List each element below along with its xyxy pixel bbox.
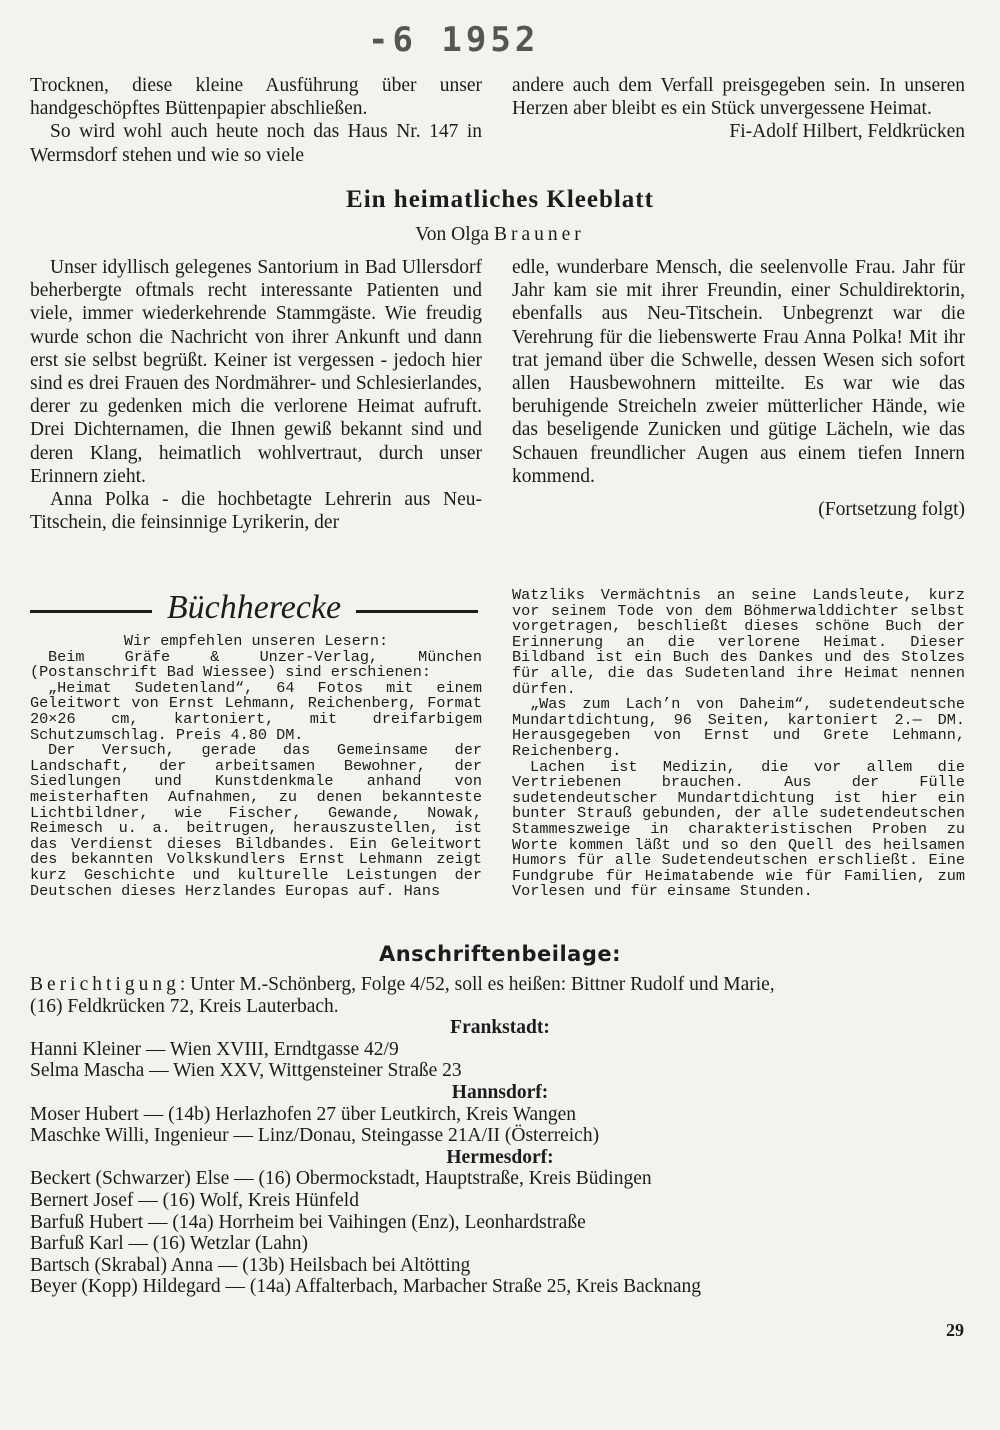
correction-line-2: (16) Feldkrücken 72, Kreis Lauterbach. — [30, 995, 339, 1017]
town-heading: Hannsdorf: — [451, 1081, 549, 1103]
address-entry: Beyer (Kopp) Hildegard — (14a) Affalterbach, Marbacher Straße 25, Kreis Backnang — [30, 1276, 702, 1298]
address-entry: Maschke Willi, Ingenieur — Linz/Donau, Steingasse 21A/II (Österreich) — [30, 1125, 600, 1147]
correction — [30, 974, 970, 996]
address-entry: Beckert (Schwarzer) Else — (16) Obermockstadt, Hauptstraße, Kreis Büdingen — [30, 1168, 652, 1190]
paragraph: So wird wohl auch heute noch das Haus Nr. 147 in Wermsdorf stehen und wie so viele — [30, 121, 482, 166]
article-title: Ein heimatliches Kleeblatt — [346, 186, 654, 213]
continued-note: (Fortsetzung folgt) — [818, 499, 965, 521]
books-intro: Wir empfehlen unseren Lesern: — [123, 632, 389, 650]
paragraph: Anna Polka - die hochbetagte Lehrerin aus Neu-Titschein, die feinsinnige Lyrikerin, der — [30, 489, 482, 534]
paragraph: Trocknen, diese kleine Ausführung über unser handgeschöpftes Büttenpapier abschließen. — [30, 75, 482, 120]
addresses-list — [30, 974, 970, 1298]
page-number: 29 — [946, 1320, 964, 1340]
paragraph: Unser idyllisch gelegenes Santorium in Bad Ullersdorf beherbergte oftmals recht interessante Patienten und viele, immer wiederkehrende Stammgäste. Wie freudig wurde schon die Nachricht von ihrer Ankunft und dann erst sie selbst begrüßt. Keiner ist vergessen - jedoch hier sind es drei Frauen des Nordmährer- und Schlesierlandes, derer zu gedenken mich die verlorene Heimat aufruft. Drei Dichternamen, die Ihnen gewiß bekannt sind und deren Klang, heimatlich wohlvertraut, durch unser Erinnern zieht. — [30, 257, 482, 487]
paragraph: Watzliks Vermächtnis an seine Landsleute, kurz vor seinem Tode von dem Böhmerwalddichter selbst vorgetragen, beschließt dieses schöne Buch der Erinnerung an die verlorene Heimat. Dieser Bildband ist ein Buch des Dankes und des Stolzes für alle, die das Sudetenland ihre Heimat nennen dürfen. — [512, 586, 965, 698]
paragraph: Beim Gräfe & Unzer-Verlag, München (Postanschrift Bad Wiessee) sind erschienen: — [30, 647, 482, 682]
rule-right — [356, 610, 478, 613]
address-entry: Barfuß Karl — (16) Wetzlar (Lahn) — [30, 1233, 308, 1255]
byline-author: Brauner — [493, 224, 585, 245]
top-left-column — [30, 74, 482, 167]
correction-label: Berichtigung — [30, 974, 180, 995]
addresses-title: Anschriftenbeilage: — [378, 942, 622, 966]
paragraph: andere auch dem Verfall preisgegeben sein. In unseren Herzen aber bleibt es ein Stück unvergessene Heimat. — [512, 75, 965, 120]
books-left-column — [30, 634, 482, 899]
book-corner-heading — [30, 588, 478, 628]
date-stamp: -6 1952 — [368, 20, 540, 60]
correction-text: : Unter M.-Schönberg, Folge 4/52, soll es heißen: Bittner Rudolf und Marie, — [179, 974, 775, 995]
byline — [0, 224, 1000, 246]
top-right-column — [512, 74, 965, 144]
paragraph: edle, wunderbare Mensch, die seelenvolle Frau. Jahr für Jahr kam sie mit ihrer Freundin, einer Schuldirektorin, ebenfalls aus Neu-Titschein. Unbegrenzt war die Verehrung für die liebenswerte Frau Anna Polka! Mit ihr trat jemand über die Schwelle, dessen Wesen sich sofort allen Hausbewohnern mitteilte. Es war wie das beruhigende Streicheln zweier mütterlicher Hände, wie das beseligende Zunicken und gütige Lächeln, wie das Schauen freundlicher Augen aus einem tiefen Innern kommend. — [512, 257, 965, 487]
address-entry: Bartsch (Skrabal) Anna — (13b) Heilsbach bei Altötting — [30, 1254, 471, 1276]
paragraph: Der Versuch, gerade das Gemeinsame der Landschaft, der arbeitsamen Bewohner, der Siedlungen und Kunstdenkmale anhand von meisterhaften Aufnahmen, zu denen bekannteste Lichtbildner, wie Fischer, Gewande, Nowak, Reimesch u. a. beitrugen, herauszustellen, ist das Verdienst dieses Bildbandes. Ein Geleitwort des bekannten Volkskundlers Ernst Lehmann zeigt kurz Geschichte und kulturelle Leistungen der Deutschen dieses Herzlandes Europas auf. Hans — [30, 741, 482, 900]
books-right-column — [512, 588, 965, 900]
byline-prefix: Von Olga — [415, 224, 490, 245]
paragraph: Lachen ist Medizin, die vor allem die Vertriebenen brauchen. Aus der Fülle sudetendeutscher Mundartdichtung ist hier ein bunter Strauß gebunden, der alle sudetendeutschen Stammeszweige in charakteristischen Proben zu Worte kommen läßt und so den Quell des heilsamen Humors für alle Sudetendeutschen erschließt. Eine Fundgrube für Heimatabende wie für Familien, zum Vorlesen und für einsame Stunden. — [512, 757, 965, 901]
signature: Fi-Adolf Hilbert, Feldkrücken — [729, 121, 965, 143]
town-heading: Frankstadt: — [450, 1017, 550, 1039]
address-entry: Selma Mascha — Wien XXV, Wittgensteiner Straße 23 — [30, 1060, 462, 1082]
town-heading: Hermesdorf: — [446, 1146, 554, 1168]
paragraph: „Was zum Lach’n von Daheim“, sudetendeutsche Mundartdichtung, 96 Seiten, kartoniert 2.— DM. Herausgegeben von Ernst und Grete Lehmann, Reichenberg. — [512, 695, 965, 760]
address-entry: Hanni Kleiner — Wien XVIII, Erndtgasse 42/9 — [30, 1038, 399, 1060]
address-entry: Bernert Josef — (16) Wolf, Kreis Hünfeld — [30, 1189, 359, 1211]
address-entry: Barfuß Hubert — (14a) Horrheim bei Vaihingen (Enz), Leonhardstraße — [30, 1211, 586, 1233]
paragraph: „Heimat Sudetenland“, 64 Fotos mit einem Geleitwort von Ernst Lehmann, Reichenberg, Format 20×26 cm, kartoniert, mit dreifarbigem Schutzumschlag. Preis 4.80 DM. — [30, 678, 482, 744]
article-right-column — [512, 256, 965, 521]
book-corner-title: Büchherecke — [166, 589, 342, 626]
address-entry: Moser Hubert — (14b) Herlazhofen 27 über Leutkirch, Kreis Wangen — [30, 1103, 577, 1125]
article-left-column — [30, 256, 482, 534]
